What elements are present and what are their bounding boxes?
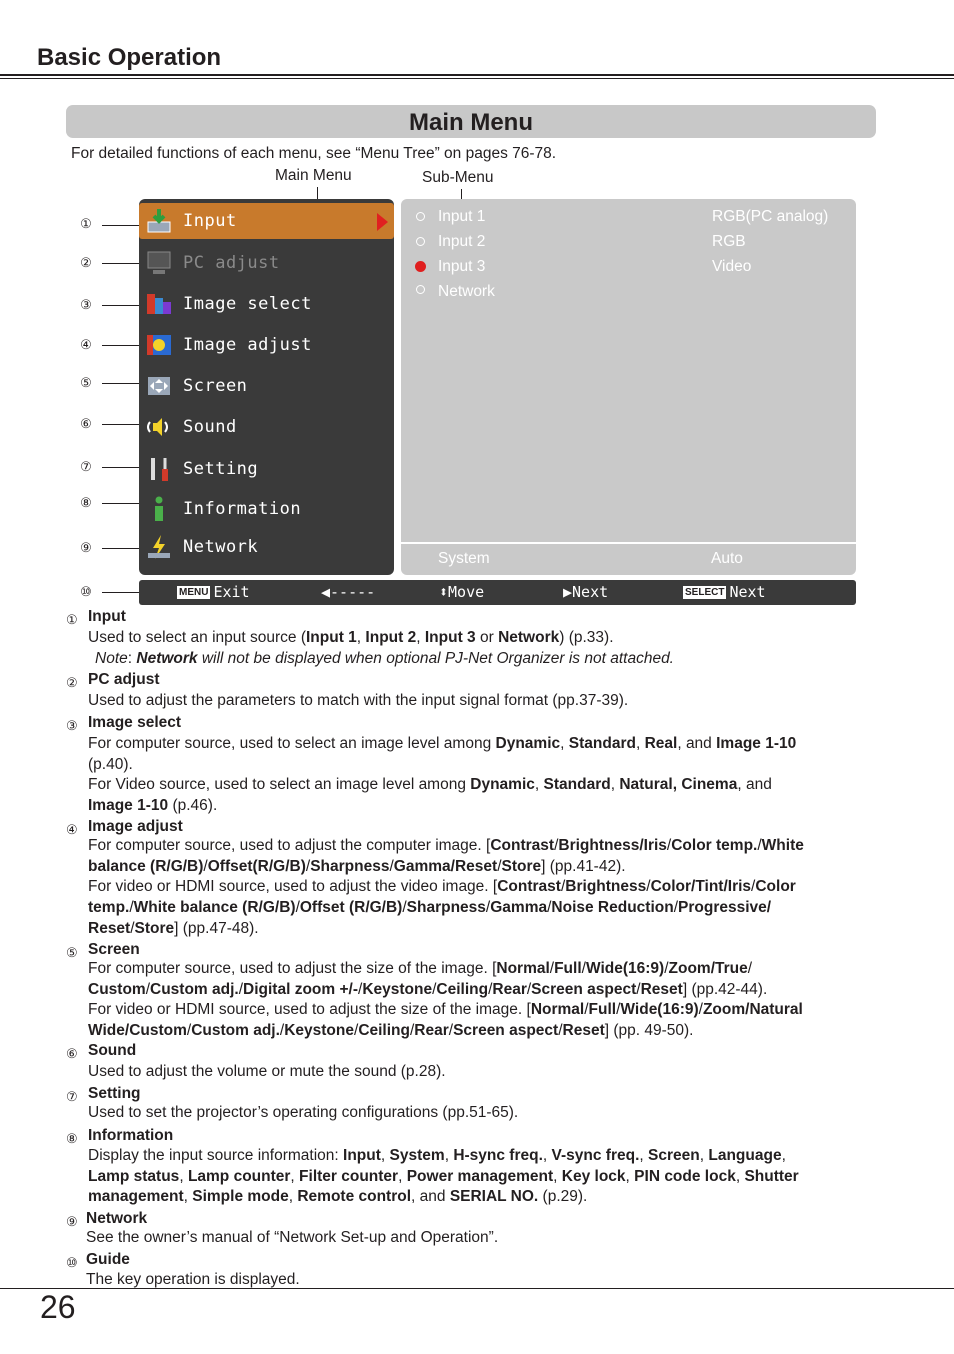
desc-body: Display the input source information: Input, System, H-sync freq., V-sync freq., Screen, Language, Lamp status, Lamp counter, Filter counter, Power management, Key lock, PIN code lock, Shutter management, Simple mode, Remote control, and SERIAL NO. (p.29). <box>88 1147 799 1206</box>
guide-select-label: Next <box>729 583 766 601</box>
menu-item-label: Screen <box>183 376 248 396</box>
marker-line <box>102 383 142 384</box>
desc-number: ③ <box>66 718 78 733</box>
submenu-row-network[interactable] <box>401 281 856 303</box>
banner-title: Main Menu <box>409 109 533 136</box>
desc-number: ④ <box>66 822 78 837</box>
marker-6: ⑥ <box>80 416 92 431</box>
marker-line <box>102 424 142 425</box>
description-setting <box>66 1084 886 1126</box>
menu-item-information[interactable] <box>139 491 394 527</box>
header-rule <box>0 74 954 76</box>
radio-off-icon <box>416 285 425 294</box>
page-number: 26 <box>40 1289 76 1325</box>
marker-10: ⑩ <box>80 584 92 599</box>
desc-body: The key operation is displayed. <box>86 1271 300 1288</box>
marker-7: ⑦ <box>80 459 92 474</box>
submenu-row-label: Input 2 <box>438 233 486 250</box>
submenu-row-input-1[interactable] <box>401 206 856 228</box>
sub-menu-panel <box>401 199 856 542</box>
guide-next-label: Next <box>572 583 609 601</box>
footer-rule <box>0 1288 954 1289</box>
submenu-row-label: Network <box>438 283 495 300</box>
main-menu-panel <box>139 199 394 575</box>
marker-line <box>102 592 142 593</box>
desc-title: Image select <box>88 714 182 731</box>
guide-move-label: Move <box>448 583 485 601</box>
desc-number: ⑨ <box>66 1214 78 1229</box>
marker-line <box>102 305 142 306</box>
desc-body: Used to set the projector’s operating configurations (pp.51-65). <box>88 1104 519 1121</box>
guide-exit-label: Exit <box>213 583 250 601</box>
marker-9: ⑨ <box>80 540 92 555</box>
menu-item-label: Sound <box>183 417 237 437</box>
menu-item-network[interactable] <box>139 529 394 565</box>
radio-off-icon <box>416 212 425 221</box>
desc-title: Guide <box>86 1251 130 1268</box>
menu-item-sound[interactable] <box>139 409 394 445</box>
submenu-row-value: RGB(PC analog) <box>712 208 829 225</box>
guide-bar <box>139 580 856 605</box>
desc-title: Screen <box>88 941 140 958</box>
desc-body: Used to adjust the parameters to match with the input signal format (pp.37-39). <box>88 692 629 709</box>
desc-body: For computer source, used to adjust the size of the image. [Normal/Full/Wide(16:9)/Zoom/True/ Custom/Custom adj./Digital zoom +/-/Keystone/Ceiling/Rear/Screen aspect/Reset] (pp.42-44). For video or HDMI source, used to adjust the size of the image. [Normal/Full/Wide(16:9)/Zoom/Natural Wide/Custom/Custom adj./Keystone/Ceiling/Rear/Screen aspect/Reset] (pp. 49-50). <box>88 960 803 1040</box>
menu-item-screen[interactable] <box>139 368 394 404</box>
marker-line <box>102 345 142 346</box>
system-label: System <box>438 550 490 567</box>
desc-title: Information <box>88 1127 174 1144</box>
submenu-row-label: Input 1 <box>438 208 486 225</box>
menu-item-label: PC adjust <box>183 253 280 273</box>
marker-line <box>102 548 142 549</box>
desc-number: ① <box>66 612 78 627</box>
desc-title: PC adjust <box>88 671 160 688</box>
submenu-row-label: Input 3 <box>438 258 486 275</box>
system-row <box>401 548 856 570</box>
pc-adjust-icon <box>145 249 173 277</box>
description-network <box>66 1209 886 1251</box>
desc-note: Note: Network will not be displayed when optional PJ-Net Organizer is not attached. <box>95 650 674 667</box>
marker-8: ⑧ <box>80 495 92 510</box>
description-guide <box>66 1250 886 1290</box>
screen-icon <box>145 372 173 400</box>
marker-2: ② <box>80 255 92 270</box>
input-icon <box>145 207 173 235</box>
menu-item-label: Network <box>183 537 259 557</box>
desc-title: Sound <box>88 1042 137 1059</box>
sound-icon <box>145 413 173 441</box>
desc-number: ⑧ <box>66 1131 78 1146</box>
submenu-row-value: Video <box>712 258 752 275</box>
marker-line <box>102 225 142 226</box>
description-image-adjust <box>66 817 886 939</box>
desc-title: Network <box>86 1210 148 1227</box>
information-icon <box>145 495 173 523</box>
menu-item-pc-adjust[interactable] <box>139 245 394 281</box>
description-input <box>66 607 886 667</box>
guide-exit <box>177 583 250 601</box>
submenu-row-input-2[interactable] <box>401 231 856 253</box>
menu-key-icon: MENU <box>179 587 209 598</box>
image-select-icon <box>145 290 173 318</box>
desc-number: ⑥ <box>66 1046 78 1061</box>
arrow-right-icon: ▶ <box>563 583 573 601</box>
desc-body: Used to select an input source (Input 1, Input 2, Input 3 or Network) (p.33). <box>88 629 614 646</box>
radio-off-icon <box>416 237 425 246</box>
menu-item-input[interactable] <box>139 203 394 239</box>
desc-number: ⑤ <box>66 945 78 960</box>
guide-next <box>563 583 608 601</box>
marker-line <box>102 467 142 468</box>
guide-back <box>321 583 375 601</box>
system-value: Auto <box>711 550 743 567</box>
submenu-row-input-3[interactable] <box>401 256 856 278</box>
desc-body: See the owner’s manual of “Network Set-up and Operation”. <box>86 1229 499 1246</box>
menu-item-label: Setting <box>183 459 259 479</box>
header-rule-thin <box>0 78 954 79</box>
marker-line <box>102 263 142 264</box>
guide-select <box>683 583 766 601</box>
desc-title: Setting <box>88 1085 141 1102</box>
marker-5: ⑤ <box>80 375 92 390</box>
image-adjust-icon <box>145 331 173 359</box>
menu-item-label: Image select <box>183 294 312 314</box>
description-image-select <box>66 713 886 817</box>
menu-item-label: Input <box>183 211 237 231</box>
intro-text: For detailed functions of each menu, see “Menu Tree” on pages 76-78. <box>71 145 557 162</box>
description-pc-adjust <box>66 670 886 712</box>
submenu-row-value: RGB <box>712 233 746 250</box>
guide-move <box>439 583 484 601</box>
marker-1: ① <box>80 216 92 231</box>
select-key-icon: SELECT <box>685 587 725 598</box>
description-sound <box>66 1041 886 1083</box>
desc-number: ⑩ <box>66 1255 78 1270</box>
marker-4: ④ <box>80 337 92 352</box>
desc-body: For computer source, used to select an image level among Dynamic, Standard, Real, and Image 1-10 (p.40). For Video source, used to select an image level among Dynamic, Standard, Natural, Cinema, and Image 1-10 (p.46). <box>88 735 797 815</box>
menu-item-image-select[interactable] <box>139 286 394 322</box>
sub-menu-callout: Sub-Menu <box>422 169 494 186</box>
marker-line <box>102 503 142 504</box>
description-screen <box>66 940 886 1042</box>
arrow-up-down-icon: ⬍ <box>439 583 449 601</box>
network-icon <box>145 533 173 561</box>
desc-body: Used to adjust the volume or mute the sound (p.28). <box>88 1063 446 1080</box>
arrow-left-icon: ◀ <box>321 583 331 601</box>
menu-item-image-adjust[interactable] <box>139 327 394 363</box>
menu-item-label: Image adjust <box>183 335 312 355</box>
desc-title: Image adjust <box>88 818 183 835</box>
description-information <box>66 1126 886 1210</box>
sub-menu-footer <box>401 544 856 575</box>
desc-number: ② <box>66 675 78 690</box>
main-menu-banner <box>66 105 876 138</box>
menu-item-label: Information <box>183 499 302 519</box>
guide-back-label: ----- <box>330 583 376 601</box>
marker-3: ③ <box>80 297 92 312</box>
desc-body: For computer source, used to adjust the computer image. [Contrast/Brightness/Iris/Color temp./White balance (R/G/B)/Offset(R/G/B)/Sharpness/Gamma/Reset/Store] (pp.41-42). For video or HDMI source, used to adjust the video image. [Contrast/Brightness/Color/Tint/Iris/Color temp./White balance (R/G/B)/Offset (R/G/B)/Sharpness/Gamma/Noise Reduction/Progressive/ Reset/Store] (pp.47-48). <box>88 837 804 937</box>
desc-number: ⑦ <box>66 1089 78 1104</box>
main-menu-callout: Main Menu <box>275 167 352 184</box>
radio-on-icon <box>415 261 426 272</box>
desc-title: Input <box>88 608 126 625</box>
setting-icon <box>145 455 173 483</box>
menu-item-setting[interactable] <box>139 451 394 487</box>
submenu-arrow-icon <box>377 213 388 231</box>
section-title: Basic Operation <box>37 44 222 71</box>
